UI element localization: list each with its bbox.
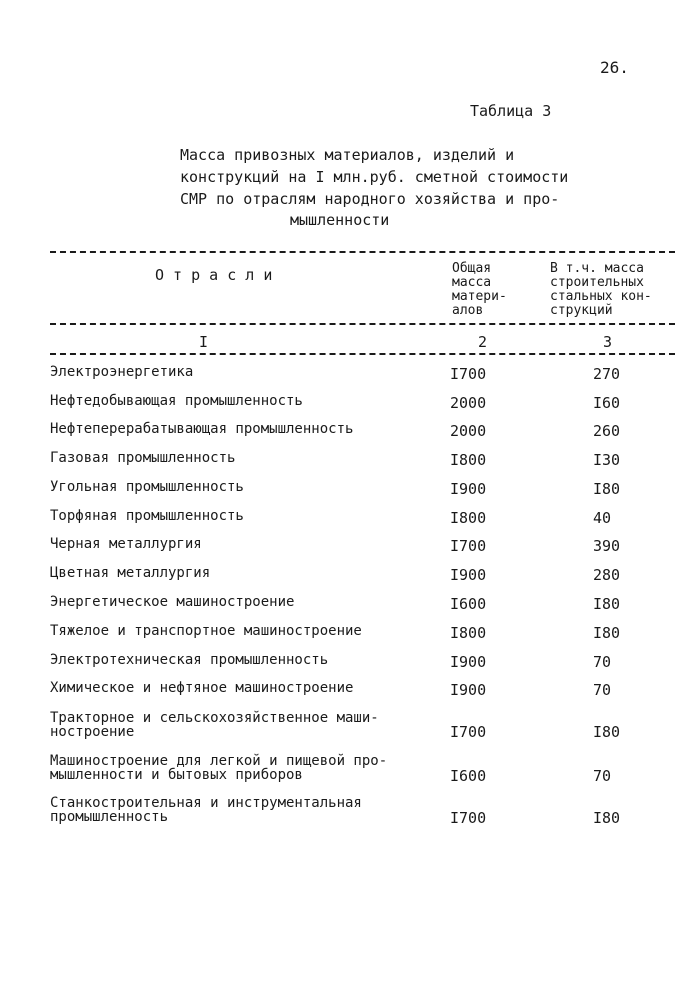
column-number-3: 3 <box>603 333 613 351</box>
row-steel-mass: 40 <box>593 509 612 527</box>
row-branch-name: Тяжелое и транспортное машиностроение <box>50 623 362 639</box>
row-total-mass: I800 <box>450 624 487 642</box>
row-total-mass: I900 <box>450 681 487 699</box>
row-steel-mass: 270 <box>593 365 621 383</box>
row-branch-name: Нефтедобывающая промышленность <box>50 393 303 409</box>
row-branch-name: Нефтеперерабатывающая промышленность <box>50 421 354 437</box>
table-label: Таблица 3 <box>470 102 552 120</box>
row-branch-name: Угольная промышленность <box>50 479 244 495</box>
row-total-mass: I900 <box>450 566 487 584</box>
row-branch-name: Станкостроительная и инструментальная промышленность <box>50 795 362 825</box>
column-number-rule <box>50 353 675 355</box>
column-number-1: I <box>199 333 209 351</box>
table-title-line-2: конструкций на I млн.руб. сметной стоимости <box>180 168 569 186</box>
row-total-mass: I700 <box>450 723 487 741</box>
row-steel-mass: I30 <box>593 451 621 469</box>
row-total-mass: I900 <box>450 653 487 671</box>
header-steel-mass: В т.ч. масса строительных стальных кон- струкций <box>550 261 652 318</box>
header-total-mass: Общая масса матери- алов <box>452 261 507 318</box>
row-steel-mass: 390 <box>593 537 621 555</box>
row-steel-mass: 70 <box>593 681 612 699</box>
row-steel-mass: I60 <box>593 394 621 412</box>
header-branches: О т р а с л и <box>155 266 273 284</box>
row-total-mass: I800 <box>450 451 487 469</box>
column-number-2: 2 <box>478 333 488 351</box>
table-title-line-1: Масса привозных материалов, изделий и <box>180 146 515 164</box>
row-branch-name: Электротехническая промышленность <box>50 652 329 668</box>
row-steel-mass: 70 <box>593 767 612 785</box>
page-number: 26. <box>600 58 629 77</box>
row-total-mass: I600 <box>450 767 487 785</box>
row-branch-name: Черная металлургия <box>50 536 202 552</box>
row-branch-name: Энергетическое машиностроение <box>50 594 295 610</box>
row-total-mass: I900 <box>450 480 487 498</box>
row-total-mass: I600 <box>450 595 487 613</box>
row-branch-name: Тракторное и сельскохозяйственное маши- ностроение <box>50 710 379 740</box>
row-total-mass: I800 <box>450 509 487 527</box>
row-total-mass: I700 <box>450 809 487 827</box>
row-total-mass: I700 <box>450 537 487 555</box>
table-title-line-3: СМР по отраслям народного хозяйства и про- <box>180 190 560 208</box>
row-branch-name: Газовая промышленность <box>50 450 236 466</box>
row-total-mass: 2000 <box>450 422 487 440</box>
row-branch-name: Электроэнергетика <box>50 364 194 380</box>
row-steel-mass: I80 <box>593 624 621 642</box>
row-branch-name: Торфяная промышленность <box>50 508 244 524</box>
header-rule <box>50 323 675 325</box>
row-steel-mass: I80 <box>593 595 621 613</box>
row-steel-mass: I80 <box>593 723 621 741</box>
row-branch-name: Машиностроение для легкой и пищевой про- мышленности и бытовых приборов <box>50 753 388 783</box>
row-steel-mass: I80 <box>593 809 621 827</box>
table-top-rule <box>50 251 675 253</box>
row-branch-name: Цветная металлургия <box>50 565 211 581</box>
row-steel-mass: 280 <box>593 566 621 584</box>
row-total-mass: 2000 <box>450 394 487 412</box>
row-steel-mass: I80 <box>593 480 621 498</box>
row-steel-mass: 260 <box>593 422 621 440</box>
row-branch-name: Химическое и нефтяное машиностроение <box>50 680 354 696</box>
table-title-line-4: мышленности <box>290 211 390 229</box>
row-steel-mass: 70 <box>593 653 612 671</box>
row-total-mass: I700 <box>450 365 487 383</box>
